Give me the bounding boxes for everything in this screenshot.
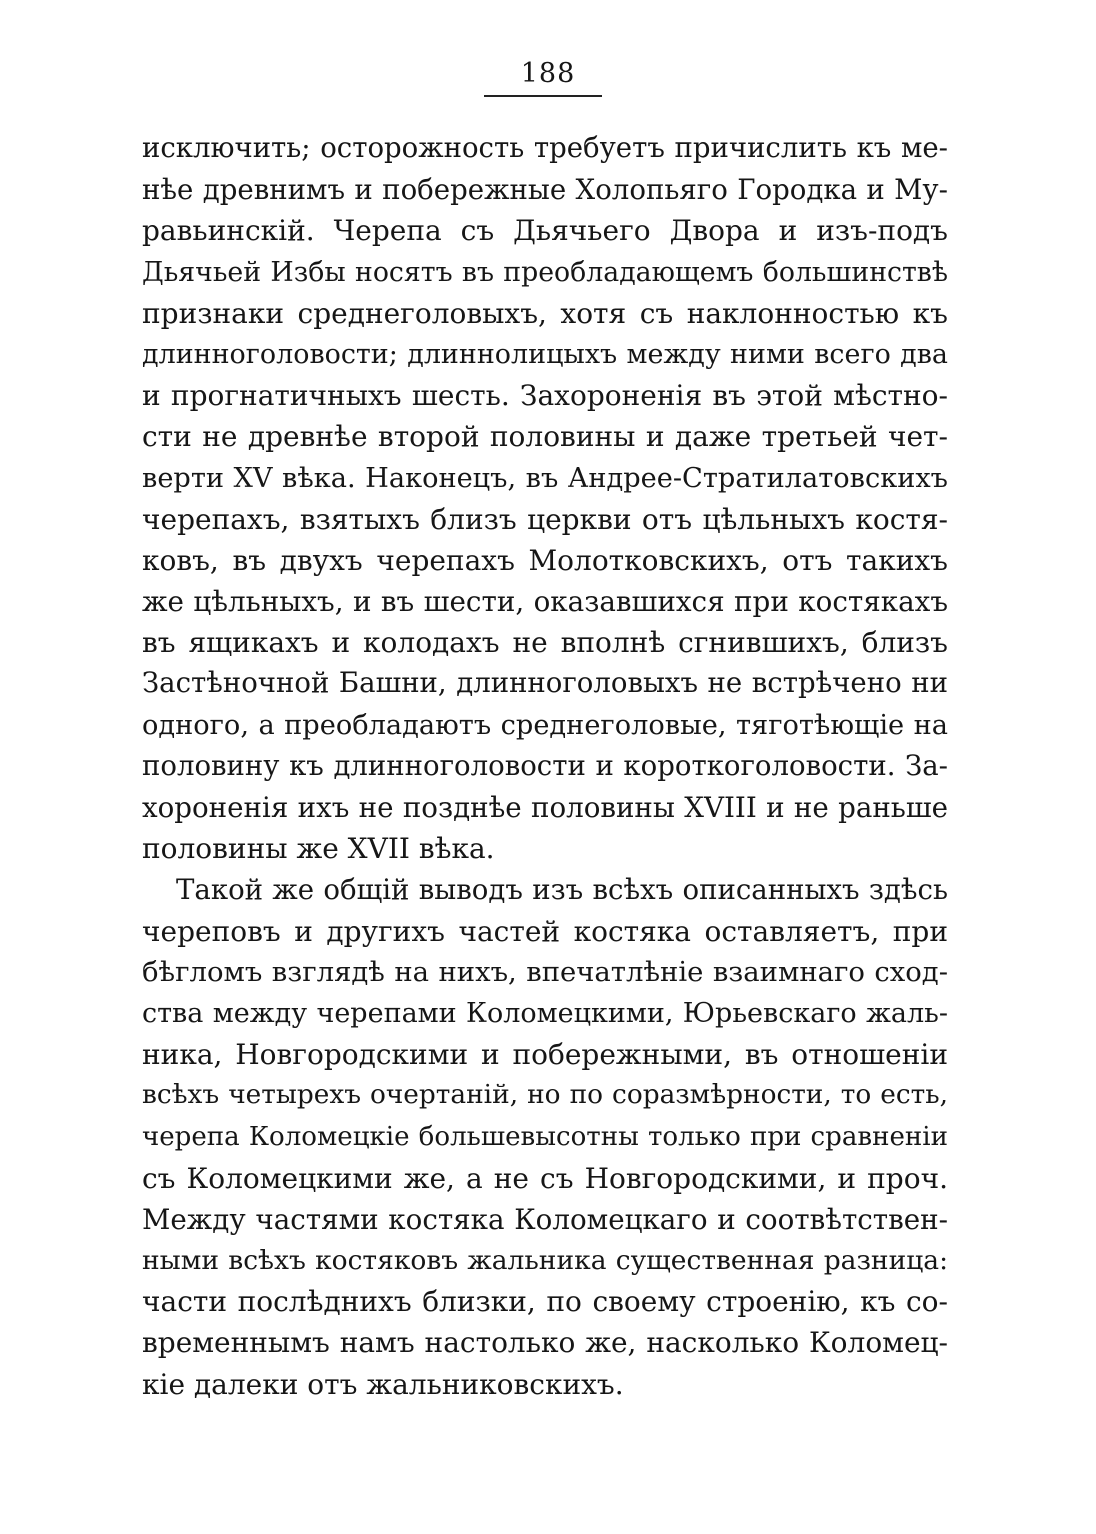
text-line: же цѣльныхъ, и въ шести, оказавшихся при костякахъ [142, 585, 948, 619]
text-line: одного, а преобладаютъ среднеголовые, тяготѣющіе на [142, 709, 948, 741]
paragraph [142, 869, 948, 1404]
text-line: Застѣночной Башни, длинноголовыхъ не встрѣчено ни [142, 667, 948, 700]
text-line: черепа Коломецкіе большевысотны только при сравненіи [142, 1121, 948, 1152]
text-line: Такой же общій выводъ изъ всѣхъ описанныхъ здѣсь [176, 873, 948, 907]
text-line: всѣхъ четырехъ очертаній, но по соразмѣрности, то есть, [142, 1080, 948, 1111]
text-line: половину къ длинноголовости и короткоголовости. За- [142, 749, 948, 782]
text-line: верти XV вѣка. Наконецъ, въ Андрее-Стратилатовскихъ [142, 462, 948, 494]
text-line: нѣе древнимъ и побережные Холопьяго Городка и Му- [142, 173, 948, 207]
text-line: признаки среднеголовыхъ, хотя съ наклонностью къ [142, 296, 948, 330]
text-line: въ ящикахъ и колодахъ не вполнѣ сгнившихъ, близъ [142, 626, 948, 660]
text-line: съ Коломецкими же, а не съ Новгородскими, и проч. [142, 1161, 948, 1195]
page-header [0, 58, 1096, 94]
text-line: половины же XVII вѣка. [142, 832, 495, 866]
page-number: 188 [520, 58, 576, 89]
text-line: исключить; осторожность требуетъ причислить къ ме- [142, 132, 948, 164]
text-line: ковъ, въ двухъ черепахъ Молотковскихъ, отъ такихъ [142, 543, 948, 577]
text-line: Дьячьей Избы носятъ въ преобладающемъ большинствѣ [142, 256, 948, 288]
text-line: кіе далеки отъ жальниковскихъ. [142, 1367, 624, 1401]
header-rule [484, 95, 602, 97]
text-line: и прогнатичныхъ шесть. Захороненія въ этой мѣстно- [142, 379, 948, 413]
text-line: равьинскій. Черепа съ Дьячьего Двора и изъ-подъ [142, 214, 948, 248]
paragraph [142, 128, 948, 869]
text-line: черепахъ, взятыхъ близъ церкви отъ цѣльныхъ костя- [142, 502, 948, 536]
text-line: ства между черепами Коломецкими, Юрьевскаго жаль- [142, 997, 948, 1029]
text-line: части послѣднихъ близки, по своему строенію, къ со- [142, 1285, 948, 1319]
text-line: временнымъ намъ настолько же, насколько Коломец- [142, 1326, 948, 1360]
text-line: череповъ и другихъ частей костяка оставляетъ, при [142, 914, 948, 948]
text-line: хороненія ихъ не позднѣе половины XVIII и не раньше [142, 791, 948, 824]
text-line: бѣгломъ взглядѣ на нихъ, впечатлѣніе взаимнаго сход- [142, 955, 948, 988]
text-line: сти не древнѣе второй половины и даже третьей чет- [142, 420, 948, 454]
body-text [142, 128, 948, 1405]
text-line: ными всѣхъ костяковъ жальника существенная разница: [142, 1245, 948, 1277]
text-line: ника, Новгородскими и побережными, въ отношеніи [142, 1038, 948, 1072]
text-line: Между частями костяка Коломецкаго и соотвѣтствен- [142, 1202, 948, 1236]
text-line: длинноголовости; длиннолицыхъ между ними всего два [142, 338, 948, 370]
